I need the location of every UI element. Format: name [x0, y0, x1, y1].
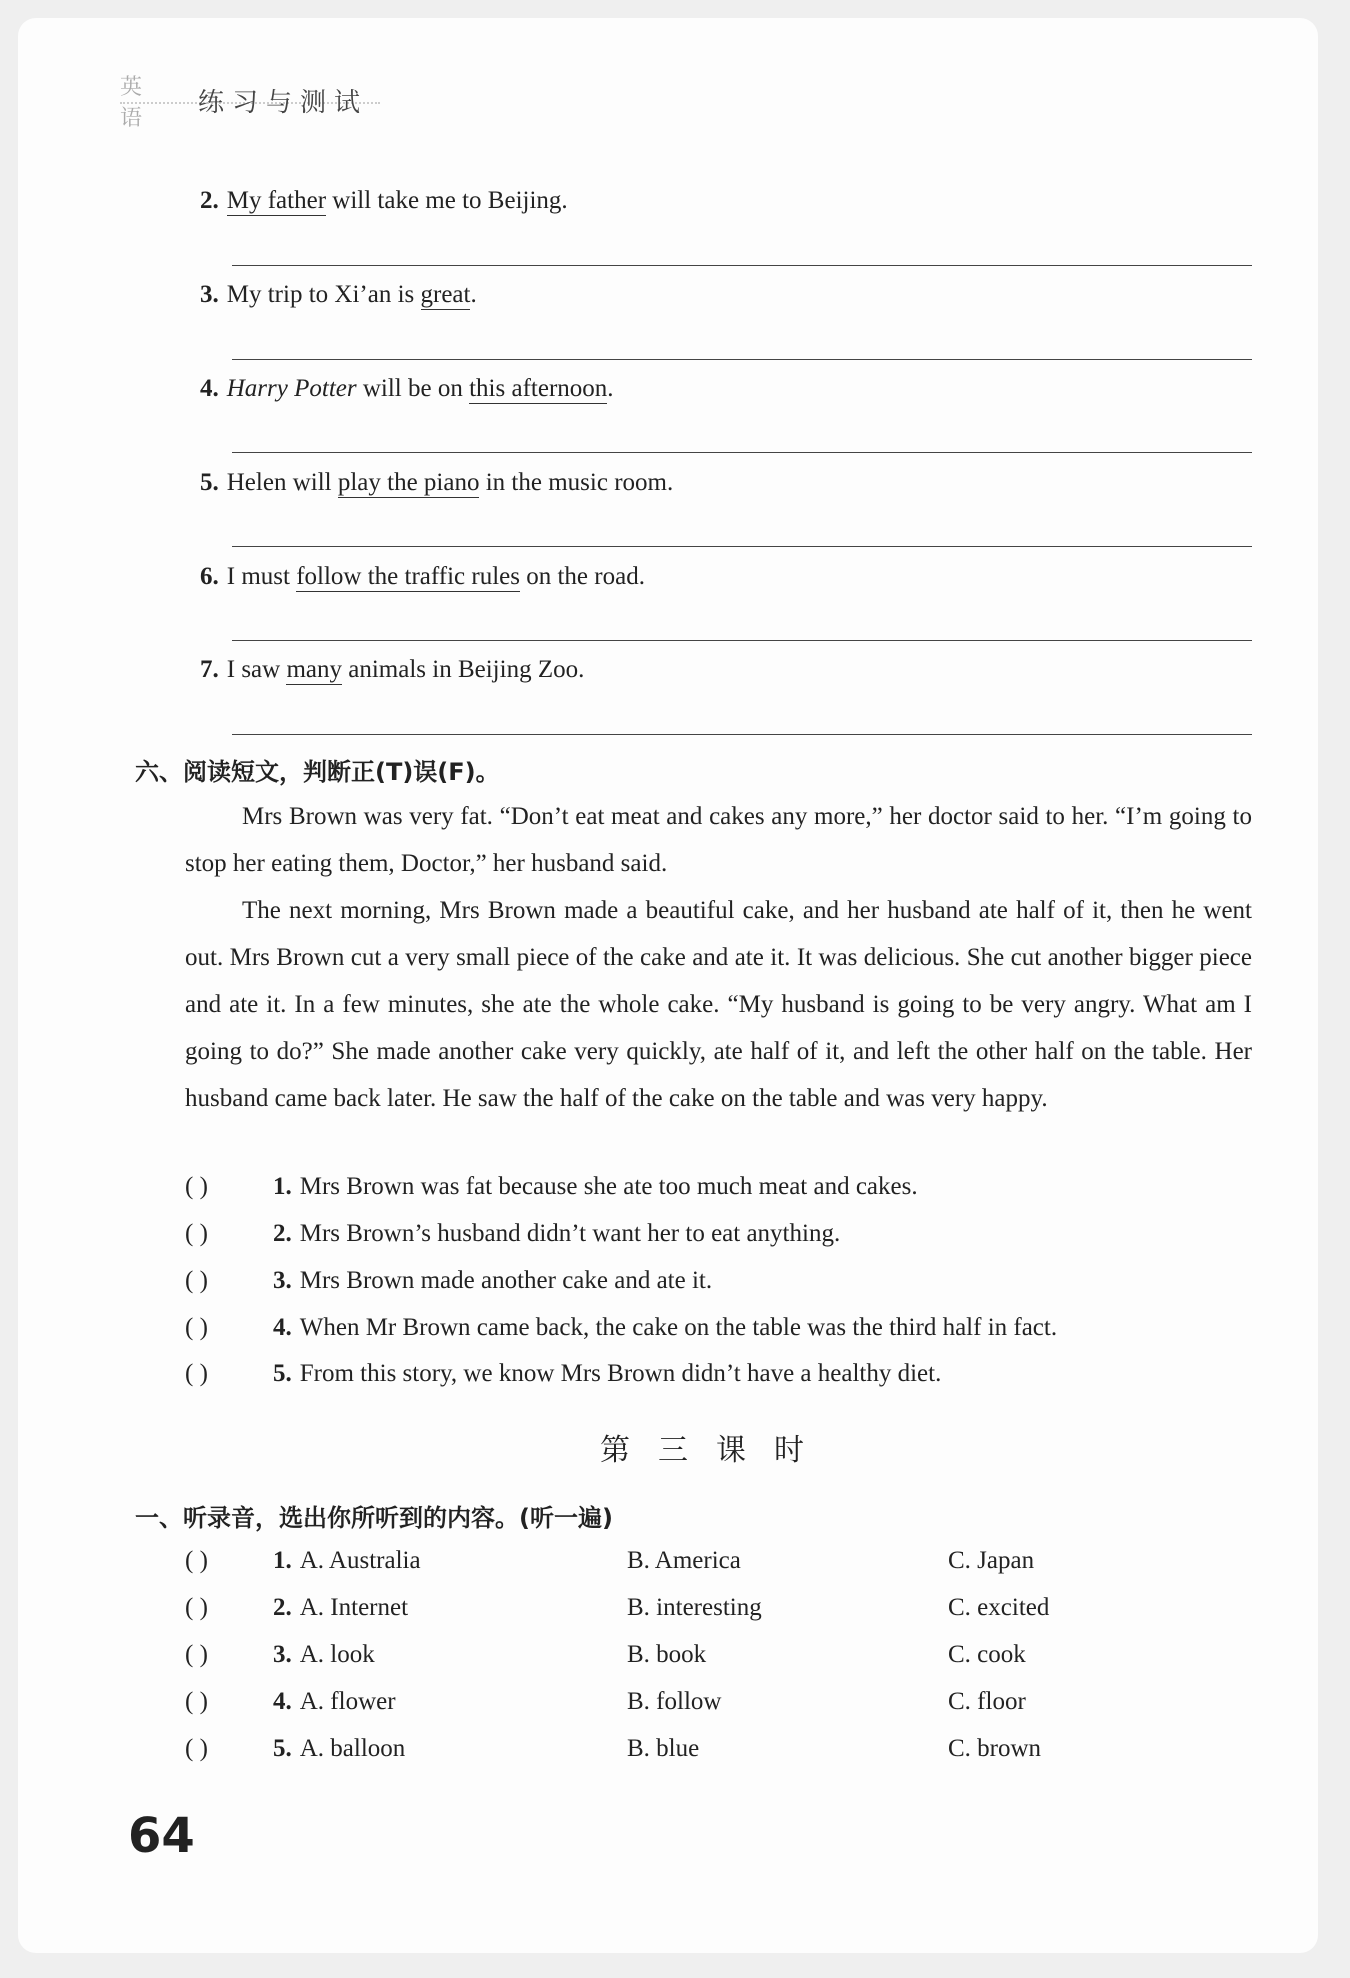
option-a: A. flower [299, 1688, 396, 1715]
section-title-reading: 六、阅读短文，判断正(T)误(F)。 [135, 758, 500, 786]
item-number: 2. [273, 1220, 292, 1247]
rewrite-question-6 [200, 563, 645, 591]
rewrite-question-2 [200, 187, 568, 215]
answer-line[interactable] [232, 640, 1252, 641]
option-b: B. follow [627, 1688, 722, 1715]
answer-parentheses[interactable]: ( ) [185, 1641, 208, 1668]
answer-parentheses[interactable]: ( ) [185, 1547, 208, 1574]
item-number: 4. [273, 1688, 292, 1715]
tf-item-3 [185, 1267, 712, 1295]
book-name: Harry Potter [226, 375, 357, 402]
answer-line[interactable] [232, 359, 1252, 360]
answer-line[interactable] [232, 546, 1252, 547]
rewrite-question-7 [200, 656, 584, 684]
item-number: 5. [273, 1360, 292, 1387]
rewrite-question-4 [200, 375, 614, 403]
question-text: I saw [226, 656, 287, 683]
option-c: C. cook [948, 1641, 1026, 1668]
reading-passage [185, 793, 1252, 1122]
statement-text: Mrs Brown made another cake and ate it. [299, 1267, 713, 1294]
question-text: will be on [356, 375, 470, 402]
answer-parentheses[interactable]: ( ) [185, 1267, 208, 1294]
passage-paragraph: The next morning, Mrs Brown made a beautiful cake, and her husband ate half of it, then he went out. Mrs Brown cut a very small piece of the cake and ate it. It was delicious. She cut another bigger piece and ate it. In a few minutes, she ate the whole cake. “My husband is going to be very angry. What am I going to do?” She made another cake very quickly, ate half of it, and left the other half on the table. Her husband came back later. He saw the half of the cake on the table and was very happy. [185, 897, 1252, 1112]
question-text: I must [226, 563, 297, 590]
question-text: on the road. [519, 563, 645, 590]
answer-line[interactable] [232, 734, 1252, 735]
underlined-phrase: great [420, 281, 471, 308]
tf-item-2 [185, 1220, 840, 1248]
answer-parentheses[interactable]: ( ) [185, 1220, 208, 1247]
page-number: 64 [128, 1808, 195, 1864]
answer-parentheses[interactable]: ( ) [185, 1688, 208, 1715]
answer-parentheses[interactable]: ( ) [185, 1173, 208, 1200]
tf-item-1 [185, 1173, 918, 1201]
item-number: 1. [273, 1547, 292, 1574]
option-c: C. brown [948, 1735, 1042, 1762]
statement-text: From this story, we know Mrs Brown didn’t have a healthy diet. [299, 1360, 942, 1387]
underlined-phrase: many [286, 656, 343, 683]
statement-text: When Mr Brown came back, the cake on the table was the third half in fact. [299, 1314, 1058, 1341]
question-text: Helen will [226, 469, 338, 496]
listening-item-5 [185, 1735, 405, 1763]
option-a: A. Internet [299, 1594, 409, 1621]
question-number: 6. [200, 563, 219, 590]
listening-item-4 [185, 1688, 396, 1716]
underlined-phrase: My father [226, 187, 327, 214]
lesson-title: 第三课时 [600, 1433, 832, 1468]
tf-item-4 [185, 1314, 1057, 1342]
question-number: 2. [200, 187, 219, 214]
answer-line[interactable] [232, 265, 1252, 266]
rewrite-question-3 [200, 281, 477, 309]
item-number: 3. [273, 1641, 292, 1668]
book-title: 练习与测试 [198, 88, 369, 118]
option-a: A. look [299, 1641, 375, 1668]
subject-label: 英语 [120, 75, 145, 131]
item-number: 1. [273, 1173, 292, 1200]
question-text: animals in Beijing Zoo. [342, 656, 585, 683]
question-text: . [470, 281, 477, 308]
question-number: 5. [200, 469, 219, 496]
listening-item-2 [185, 1594, 408, 1622]
option-b: B. America [627, 1547, 741, 1574]
question-number: 7. [200, 656, 219, 683]
answer-parentheses[interactable]: ( ) [185, 1360, 208, 1387]
statement-text: Mrs Brown was fat because she ate too much meat and cakes. [299, 1173, 918, 1200]
question-text: in the music room. [479, 469, 674, 496]
section-title-listening: 一、听录音，选出你所听到的内容。(听一遍) [135, 1504, 613, 1532]
answer-line[interactable] [232, 452, 1252, 453]
option-c: C. excited [948, 1594, 1050, 1621]
option-a: A. Australia [299, 1547, 421, 1574]
option-c: C. floor [948, 1688, 1026, 1715]
listening-item-1 [185, 1547, 421, 1575]
option-b: B. interesting [627, 1594, 762, 1621]
answer-parentheses[interactable]: ( ) [185, 1314, 208, 1341]
tf-item-5 [185, 1360, 941, 1388]
option-a: A. balloon [299, 1735, 406, 1762]
item-number: 2. [273, 1594, 292, 1621]
question-text: will take me to Beijing. [326, 187, 568, 214]
underlined-phrase: this afternoon [469, 375, 608, 402]
item-number: 5. [273, 1735, 292, 1762]
rewrite-question-5 [200, 469, 673, 497]
question-text: My trip to Xi’an is [226, 281, 421, 308]
question-number: 4. [200, 375, 219, 402]
option-c: C. Japan [948, 1547, 1035, 1574]
statement-text: Mrs Brown’s husband didn’t want her to eat anything. [299, 1220, 841, 1247]
underlined-phrase: play the piano [337, 469, 480, 496]
option-b: B. book [627, 1641, 707, 1668]
answer-parentheses[interactable]: ( ) [185, 1594, 208, 1621]
passage-paragraph: Mrs Brown was very fat. “Don’t eat meat and cakes any more,” her doctor said to her. “I’m going to stop her eating them, Doctor,” her husband said. [185, 803, 1252, 877]
item-number: 4. [273, 1314, 292, 1341]
item-number: 3. [273, 1267, 292, 1294]
listening-item-3 [185, 1641, 375, 1669]
question-text: . [607, 375, 614, 402]
answer-parentheses[interactable]: ( ) [185, 1735, 208, 1762]
option-b: B. blue [627, 1735, 700, 1762]
question-number: 3. [200, 281, 219, 308]
underlined-phrase: follow the traffic rules [296, 563, 520, 590]
